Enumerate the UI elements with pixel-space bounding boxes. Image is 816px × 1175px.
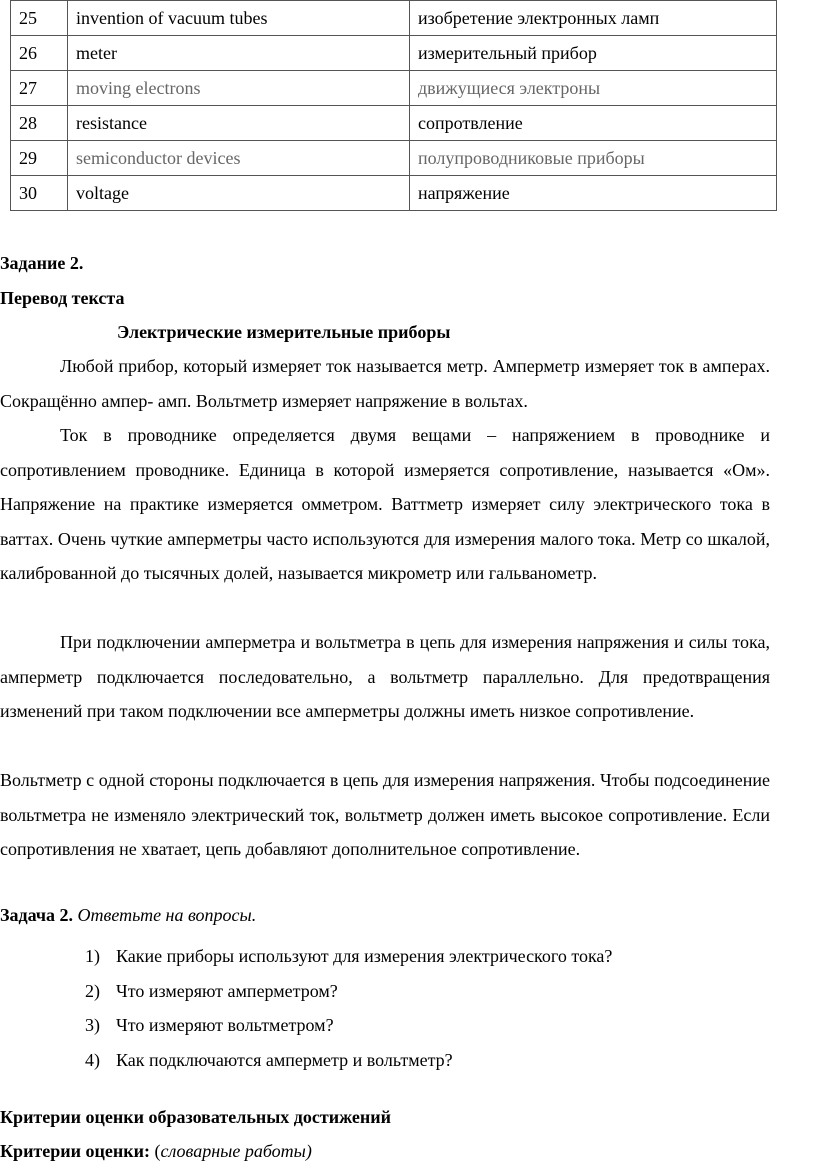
task-line <box>0 898 770 933</box>
english-term: moving electrons <box>68 71 410 106</box>
criteria-heading: Критерии оценки образовательных достижений <box>0 1107 392 1127</box>
english-term: invention of vacuum tubes <box>68 1 410 36</box>
question-number: 4) <box>85 1049 100 1070</box>
russian-term: полупроводниковые приборы <box>410 141 777 176</box>
text-title: Электрические измерительные приборы <box>117 322 451 342</box>
task-2-heading: Задание 2. <box>0 253 84 273</box>
questions-list <box>85 939 612 1077</box>
table-row <box>11 106 777 141</box>
russian-term: изобретение электронных ламп <box>410 1 777 36</box>
question-text: Что измеряют вольтметром? <box>116 1015 334 1035</box>
criteria-label: Критерии оценки: <box>0 1141 150 1161</box>
russian-term: напряжение <box>410 176 777 211</box>
list-item <box>85 1008 612 1043</box>
question-number: 3) <box>85 1015 100 1035</box>
table-row <box>11 141 777 176</box>
task-label: Задача 2. <box>0 905 74 925</box>
paragraph-4: Вольтметр с одной стороны подключается в цепь для измерения напряжения. Чтобы подсоединение вольтметра не изменяло электрический ток, вольтметр должен иметь высокое сопротивление. Если сопротивления не хватает, цепь добавляют дополнительное сопротивление. <box>0 770 770 859</box>
criteria-note: словарные работы) <box>160 1141 312 1161</box>
row-number: 28 <box>11 106 68 141</box>
question-text: Что измеряют амперметром? <box>116 980 338 1001</box>
russian-term: измерительный прибор <box>410 36 777 71</box>
row-number: 26 <box>11 36 68 71</box>
russian-term: движущиеся электроны <box>410 71 777 106</box>
table-row <box>11 71 777 106</box>
paragraph-2: Ток в проводнике определяется двумя вещами – напряжением в проводнике и сопротивлением проводнике. Единица в которой измеряется сопротивление, называется «Ом». Напряжение на практике измеряется омметром. Ваттметр измеряет силу электрического тока в ваттах. Очень чуткие амперметры часто используются для измерения малого тока. Метр со шкалой, калиброванной до тысячных долей, называется микрометр или гальванометр. <box>0 425 770 583</box>
translation-heading: Перевод текста <box>0 288 125 308</box>
paragraph-1: Любой прибор, который измеряет ток называется метр. Амперметр измеряет ток в амперах. Сокращённо ампер- амп. Вольтметр измеряет напряжение в вольтах. <box>0 356 770 411</box>
russian-term: сопротвление <box>410 106 777 141</box>
list-item <box>85 939 612 974</box>
list-item <box>85 974 612 1009</box>
english-term: voltage <box>68 176 410 211</box>
english-term: semiconductor devices <box>68 141 410 176</box>
row-number: 29 <box>11 141 68 176</box>
paragraph-3: При подключении амперметра и вольтметра в цепь для измерения напряжения и силы тока, амперметр подключается последовательно, а вольтметр параллельно. Для предотвращения изменений при таком подключении все амперметры должны иметь низкое сопротивление. <box>0 632 770 721</box>
english-term: resistance <box>68 106 410 141</box>
english-term: meter <box>68 36 410 71</box>
table-row <box>11 36 777 71</box>
question-text: Какие приборы используют для измерения электрического тока? <box>116 946 613 966</box>
row-number: 30 <box>11 176 68 211</box>
criteria-line <box>0 1134 770 1169</box>
table-row <box>11 176 777 211</box>
criteria-open-paren: ( <box>150 1141 161 1161</box>
list-item <box>85 1043 612 1078</box>
question-number: 2) <box>85 980 100 1001</box>
table-row <box>11 1 777 36</box>
row-number: 27 <box>11 71 68 106</box>
question-number: 1) <box>85 946 100 966</box>
row-number: 25 <box>11 1 68 36</box>
question-text: Как подключаются амперметр и вольтметр? <box>116 1049 453 1070</box>
task-instruction: Ответьте на вопросы. <box>77 905 257 925</box>
vocabulary-table <box>10 0 777 211</box>
